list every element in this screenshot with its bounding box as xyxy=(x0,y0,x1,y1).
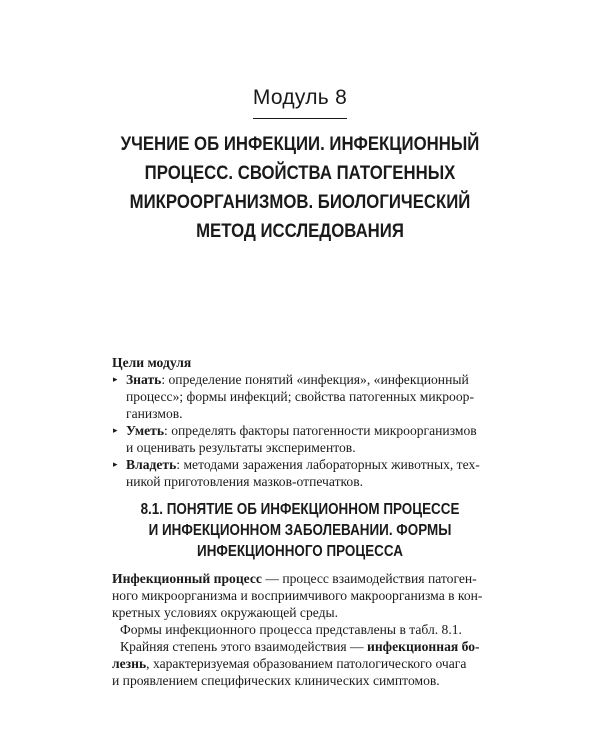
term-infectious-disease: лезнь xyxy=(112,656,147,671)
goal-keyword: Уметь xyxy=(126,423,165,438)
goal-text: процесс»; формы инфекций; свойства патогенных микроор- xyxy=(126,389,474,404)
paragraph-text: кретных условиях окружающей среды. xyxy=(112,605,339,620)
paragraph-definition xyxy=(112,570,512,621)
goal-text: никой приготовления мазков-отпечатков. xyxy=(126,474,364,489)
module-title xyxy=(111,130,489,246)
paragraph-text: ного микроорганизма и восприимчивого макроорганизма в кон- xyxy=(112,588,483,603)
paragraph-text: — процесс взаимодействия патоген- xyxy=(261,571,477,586)
goal-text: : определение понятий «инфекция», «инфекционный xyxy=(161,372,469,387)
term-infectious-disease: инфекционная бо- xyxy=(367,639,480,654)
goal-keyword: Владеть xyxy=(126,457,177,472)
paragraph-text: и проявлением специфических клинических симптомов. xyxy=(112,673,440,688)
module-underline xyxy=(253,118,347,119)
goals-title: Цели модуля xyxy=(112,355,192,370)
goal-item-can xyxy=(112,422,512,456)
section-title-line: 8.1. ПОНЯТИЕ ОБ ИНФЕКЦИОННОМ ПРОЦЕССЕ xyxy=(140,501,460,518)
module-title-line: МЕТОД ИССЛЕДОВАНИЯ xyxy=(196,220,404,242)
paragraph-text: Крайняя степень этого взаимодействия — xyxy=(120,639,368,654)
goal-item-know xyxy=(112,371,512,422)
triangle-bullet-icon: ▸ xyxy=(113,426,118,436)
module-title-line: ПРОЦЕСС. СВОЙСТВА ПАТОГЕННЫХ xyxy=(144,162,456,184)
goal-text: ганизмов. xyxy=(126,406,183,421)
paragraph-forms: Формы инфекционного процесса представлены в табл. 8.1. xyxy=(120,622,462,637)
module-title-line: МИКРООРГАНИЗМОВ. БИОЛОГИЧЕСКИЙ xyxy=(129,191,471,213)
goal-keyword: Знать xyxy=(126,372,162,387)
goal-item-master xyxy=(112,456,512,490)
section-title-line: ИНФЕКЦИОННОГО ПРОЦЕССА xyxy=(197,543,403,560)
section-title xyxy=(132,499,468,562)
goal-text: и оценивать результаты экспериментов. xyxy=(126,440,356,455)
module-goals xyxy=(112,354,512,490)
triangle-bullet-icon: ▸ xyxy=(113,375,118,385)
module-label: Модуль 8 xyxy=(252,86,348,109)
paragraph-text: , характеризуемая образованием патологического очага xyxy=(146,656,467,671)
goal-text: : методами заражения лабораторных животных, тех- xyxy=(176,457,480,472)
module-title-line: УЧЕНИЕ ОБ ИНФЕКЦИИ. ИНФЕКЦИОННЫЙ xyxy=(120,133,480,155)
term-infectious-process: Инфекционный процесс xyxy=(112,571,262,586)
paragraph-disease xyxy=(112,638,512,689)
section-body xyxy=(112,570,512,689)
goal-text: : определять факторы патогенности микроорганизмов xyxy=(164,423,477,438)
triangle-bullet-icon: ▸ xyxy=(113,460,118,470)
section-title-line: И ИНФЕКЦИОННОМ ЗАБОЛЕВАНИИ. ФОРМЫ xyxy=(148,522,452,539)
